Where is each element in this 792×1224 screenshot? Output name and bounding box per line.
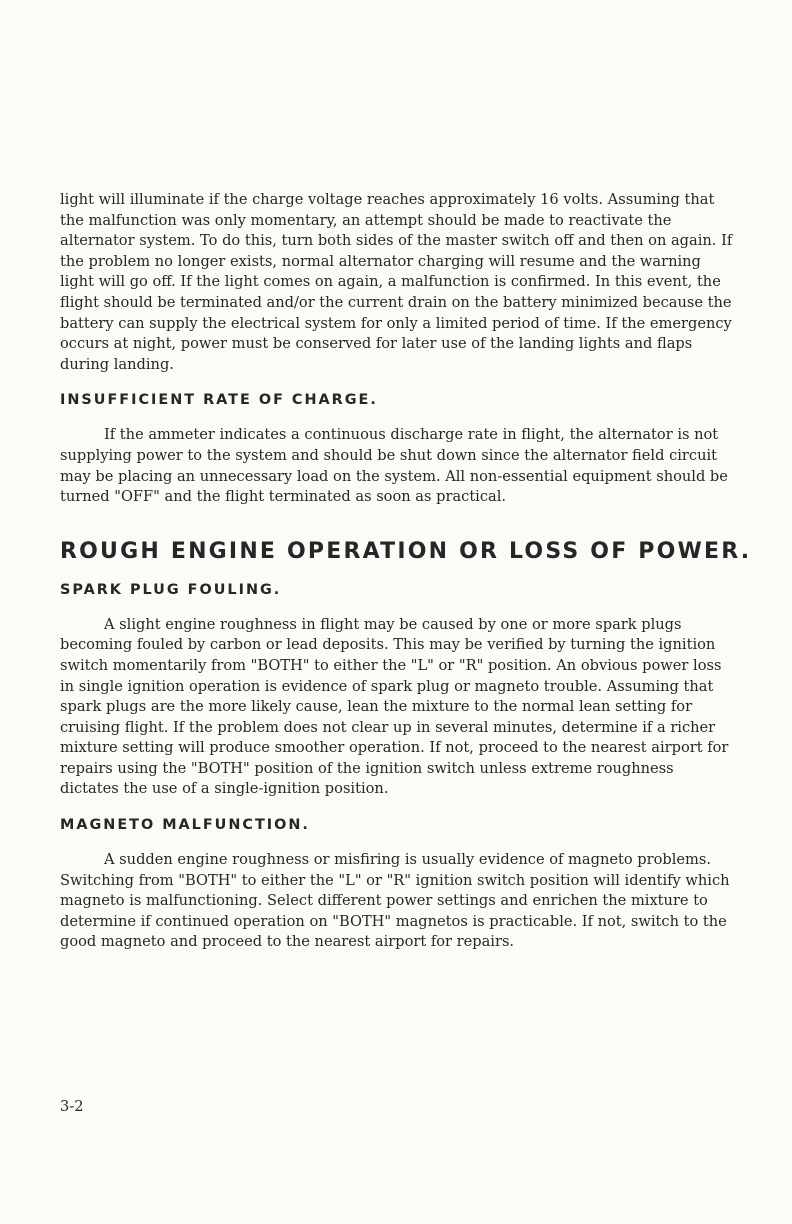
manual-page — [60, 190, 752, 953]
intro-paragraph: light will illuminate if the charge voltage reaches approximately 16 volts. Assuming that the malfunction was only momentary, an attempt should be made to reactivate the alternator system. To do this, turn both sides of the master switch off and then on again. If the problem no longer exists, normal alternator charging will resume and the warning light will go off. If the light comes on again, a malfunction is confirmed. In this event, the flight should be terminated and/or the current drain on the battery minimized because the battery can supply the electrical system for only a limited period of time. If the emergency occurs at night, power must be conserved for later use of the landing lights and flaps during landing. — [60, 191, 733, 373]
rough-engine-heading: ROUGH ENGINE OPERATION OR LOSS OF POWER. — [60, 538, 752, 564]
spark-plug-heading: SPARK PLUG FOULING. — [60, 581, 282, 598]
magneto-heading: MAGNETO MALFUNCTION. — [60, 817, 310, 834]
page-number: 3-2 — [60, 1098, 84, 1115]
insufficient-charge-body: If the ammeter indicates a continuous discharge rate in flight, the alternator is not supplying power to the system and should be shut down since the alternator field circuit may be placing an unnecessary load on the system. All non-essential equipment should be turned "OFF" and the flight terminated as soon as practical. — [60, 426, 728, 506]
insufficient-charge-heading: INSUFFICIENT RATE OF CHARGE. — [60, 392, 378, 409]
magneto-body: A sudden engine roughness or misfiring is usually evidence of magneto problems. Switching from "BOTH" to either the "L" or "R" ignition switch position will identify which magneto is malfunctioning. Select different power settings and enrichen the mixture to determine if continued operation on "BOTH" magnetos is practicable. If not, switch to the good magneto and proceed to the nearest airport for repairs. — [60, 851, 730, 951]
spark-plug-body: A slight engine roughness in flight may be caused by one or more spark plugs becoming fouled by carbon or lead deposits. This may be verified by turning the ignition switch momentarily from "BOTH" to either the "L" or "R" position. An obvious power loss in single ignition operation is evidence of spark plug or magneto trouble. Assuming that spark plugs are the more likely cause, lean the mixture to the normal lean setting for cruising flight. If the problem does not clear up in several minutes, determine if a richer mixture setting will produce smoother operation. If not, proceed to the nearest airport for repairs using the "BOTH" position of the ignition switch unless extreme roughness dictates the use of a single-ignition position. — [60, 615, 729, 798]
